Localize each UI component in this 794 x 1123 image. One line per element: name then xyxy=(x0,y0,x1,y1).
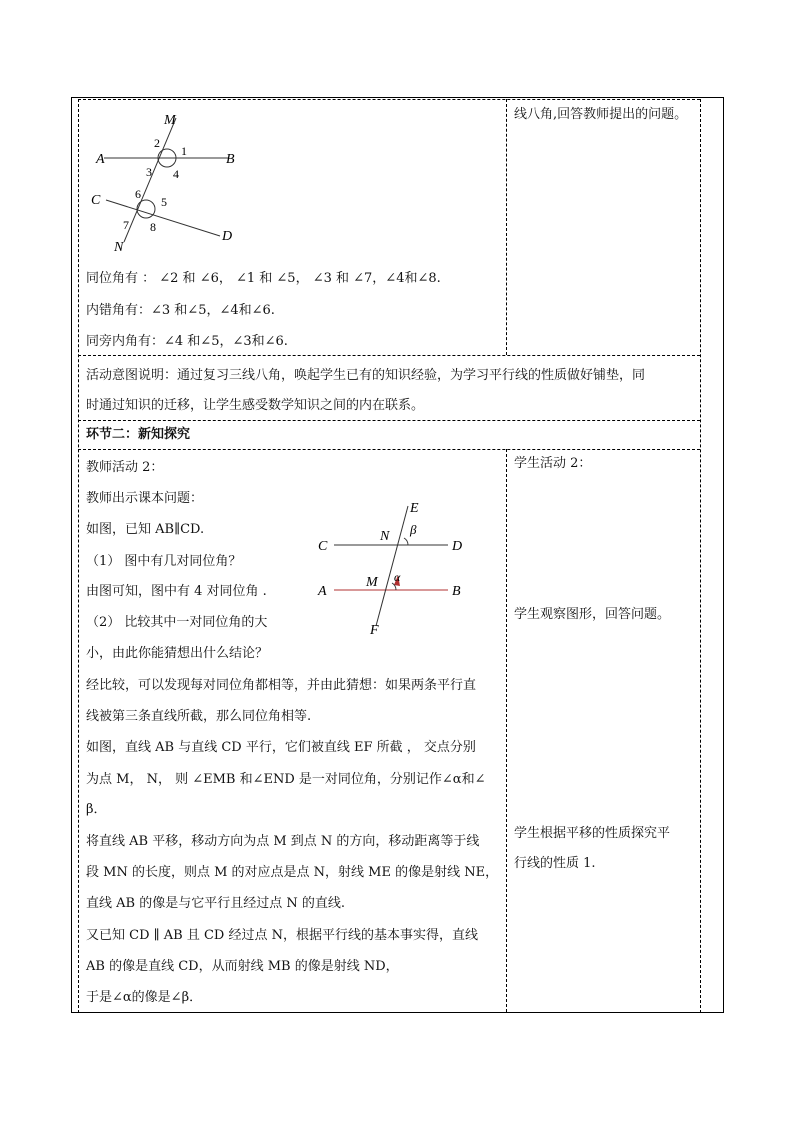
table-left-border xyxy=(71,97,72,1013)
diagram2-label-C: C xyxy=(318,539,328,554)
section-2-title: 环节二：新知探究 xyxy=(86,427,191,442)
three-lines-eight-angles-diagram xyxy=(88,108,248,258)
teacher-question-2b: 小，由此你能猜想出什么结论？ xyxy=(86,646,269,661)
teacher-proof-line-7: 又已知 CD ∥ AB 且 CD 经过点 N，根据平行线的基本事实得，直线 xyxy=(86,928,478,943)
teacher-answer-1: 由图可知，图中有 4 对同位角 . xyxy=(86,584,267,599)
student-activity-title: 学生活动 2： xyxy=(514,456,592,471)
table-inner-right-border xyxy=(700,99,701,1013)
teacher-proof-line-2: 为点 M， N， 则 ∠EMB 和∠END 是一对同位角，分别记作∠α和∠ xyxy=(86,772,486,787)
diagram1-angle-6: 6 xyxy=(135,187,141,201)
teacher-question-2a: （2） 比较其中一对同位角的大 xyxy=(86,615,268,630)
student-explore-line-1: 学生根据平移的性质探究平 xyxy=(514,826,671,841)
diagram1-angle-7: 7 xyxy=(123,218,129,232)
diagram1-label-B: B xyxy=(226,152,235,167)
student-answer-text: 线八角,回答教师提出的问题。 xyxy=(514,107,688,122)
diagram1-label-A: A xyxy=(96,152,105,167)
diagram1-label-M: M xyxy=(164,113,176,128)
teacher-proof-line-1: 如图，直线 AB 与直线 CD 平行，它们被直线 EF 所截 ， 交点分别 xyxy=(86,740,476,755)
diagram1-angle-1: 1 xyxy=(181,144,187,158)
diagram2-label-M: M xyxy=(366,575,378,590)
activity-intent-line-2: 时通过知识的迁移，让学生感受数学知识之间的内在联系。 xyxy=(86,398,425,413)
teacher-proof-line-6: 直线 AB 的像是与它平行且经过点 N 的直线. xyxy=(86,896,345,911)
diagram2-label-A: A xyxy=(318,584,327,599)
teacher-proof-line-3: β． xyxy=(86,802,107,817)
row-divider-3 xyxy=(78,449,700,450)
teacher-activity-title: 教师活动 2： xyxy=(86,460,164,475)
column-divider-bottom xyxy=(506,449,507,1012)
diagram2-label-E: E xyxy=(410,501,419,516)
table-inner-top-border xyxy=(78,99,700,100)
teacher-proof-line-9: 于是∠α的像是∠β． xyxy=(86,990,203,1005)
diagram1-label-C: C xyxy=(91,193,101,208)
teacher-given-parallel: 如图，已知 AB∥CD. xyxy=(86,522,205,537)
teacher-question-1: （1） 图中有几对同位角？ xyxy=(86,554,242,569)
diagram1-label-N: N xyxy=(114,240,124,255)
row-divider-2 xyxy=(78,420,700,421)
diagram1-angle-3: 3 xyxy=(146,165,152,179)
diagram1-label-D: D xyxy=(222,229,233,244)
diagram1-angle-4: 4 xyxy=(173,167,179,181)
alternate-angles-list: 内错角有：∠3 和∠5，∠4和∠6. xyxy=(86,303,275,318)
table-top-border xyxy=(71,97,723,98)
teacher-conclusion-line-1: 经比较，可以发现每对同位角都相等，并由此猜想：如果两条平行直 xyxy=(86,678,477,693)
table-bottom-border xyxy=(71,1012,723,1013)
diagram2-label-alpha: α xyxy=(394,570,401,584)
teacher-textbook-question: 教师出示课本问题： xyxy=(86,491,204,506)
student-observe-text: 学生观察图形，回答问题。 xyxy=(514,607,671,622)
table-right-border xyxy=(723,97,724,1013)
same-side-angles-list: 同旁内角有：∠4 和∠5，∠3和∠6. xyxy=(86,334,288,349)
diagram2-label-N: N xyxy=(380,529,390,544)
row-divider-1 xyxy=(78,355,700,356)
teacher-proof-line-4: 将直线 AB 平移，移动方向为点 M 到点 N 的方向，移动距离等于线 xyxy=(86,834,480,849)
diagram2-label-B: B xyxy=(452,584,461,599)
column-divider-top xyxy=(506,99,507,355)
diagram1-angle-5: 5 xyxy=(161,195,167,209)
diagram2-label-D: D xyxy=(452,539,463,554)
teacher-conclusion-line-2: 线被第三条直线所截，那么同位角相等. xyxy=(86,709,312,724)
table-inner-left-border xyxy=(78,99,79,1013)
activity-intent-line-1: 活动意图说明：通过复习三线八角，唤起学生已有的知识经验，为学习平行线的性质做好铺垫，同 xyxy=(86,368,646,383)
parallel-lines-diagram xyxy=(312,498,482,640)
teacher-proof-line-5: 段 MN 的长度，则点 M 的对应点是点 N，射线 ME 的像是射线 NE， xyxy=(86,865,499,880)
diagram2-label-F: F xyxy=(370,623,379,638)
student-explore-line-2: 行线的性质 1. xyxy=(514,856,596,871)
teacher-proof-line-8: AB 的像是直线 CD，从而射线 MB 的像是射线 ND， xyxy=(86,959,399,974)
diagram1-angle-8: 8 xyxy=(150,220,156,234)
corresponding-angles-list: 同位角有 ： ∠2 和 ∠6， ∠1 和 ∠5， ∠3 和 ∠7，∠4和∠8. xyxy=(86,271,441,286)
diagram1-angle-2: 2 xyxy=(154,136,160,150)
diagram2-label-beta: β xyxy=(410,522,417,537)
